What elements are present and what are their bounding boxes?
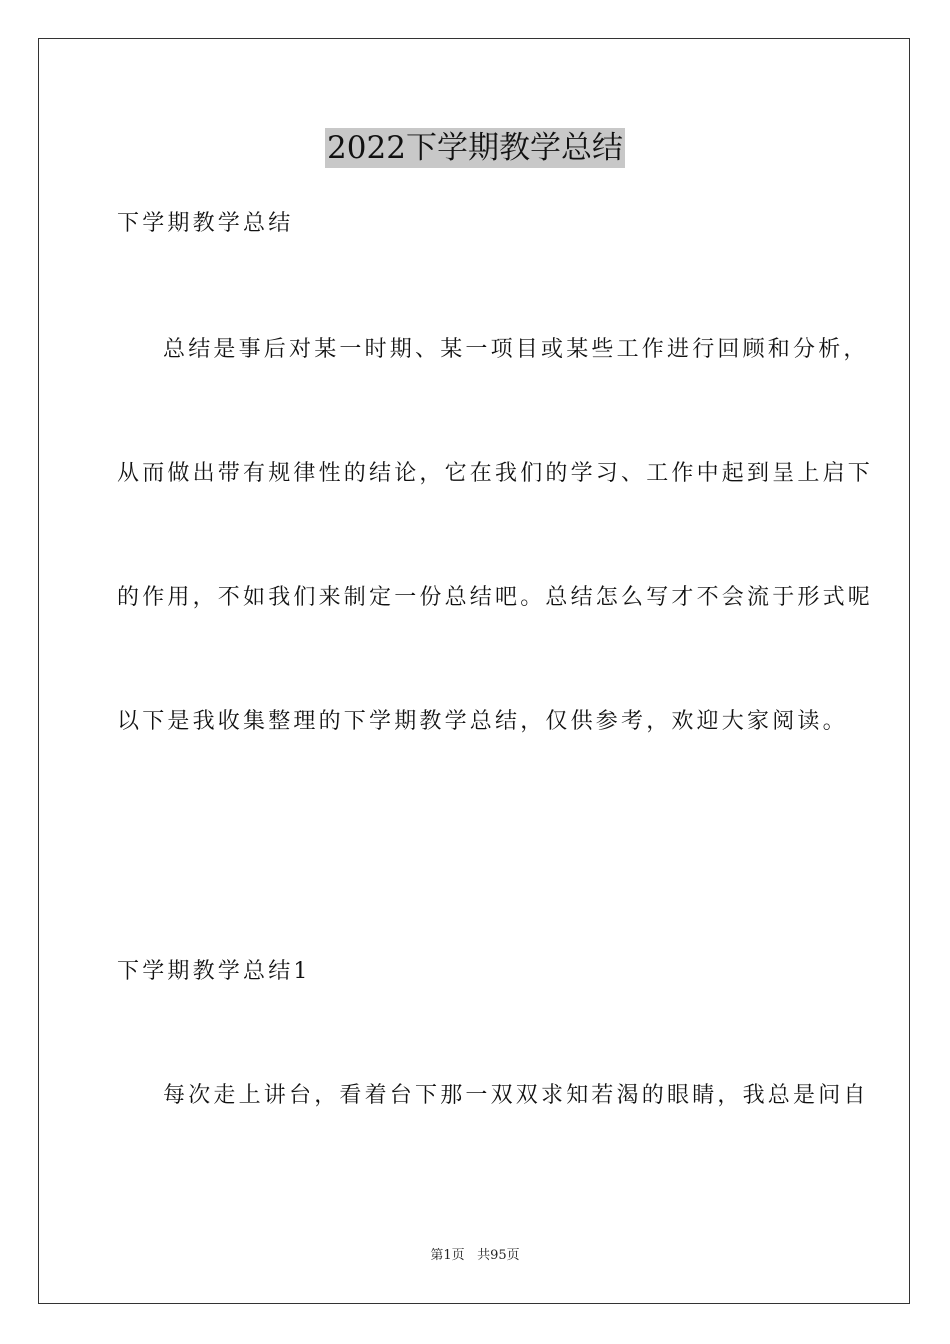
title-container [0,128,950,168]
paragraph-line: 从而做出带有规律性的结论，它在我们的学习、工作中起到呈上启下 [117,461,874,486]
page-total: 共95页 [477,1248,520,1263]
page-footer [0,1247,950,1265]
paragraph-line: 的作用，不如我们来制定一份总结吧。总结怎么写才不会流于形式呢 [117,585,874,610]
section-heading: 下学期教学总结1 [117,959,311,984]
document-title: 2022下学期教学总结 [327,130,623,166]
paragraph-line: 每次走上讲台，看着台下那一双双求知若渴的眼睛，我总是问自 [163,1083,869,1108]
document-subtitle: 下学期教学总结 [117,211,294,236]
paragraph-line: 总结是事后对某一时期、某一项目或某些工作进行回顾和分析， [163,337,869,362]
paragraph-line: 以下是我收集整理的下学期教学总结，仅供参考，欢迎大家阅读。 [117,709,848,734]
page-number: 第1页 [430,1248,465,1263]
